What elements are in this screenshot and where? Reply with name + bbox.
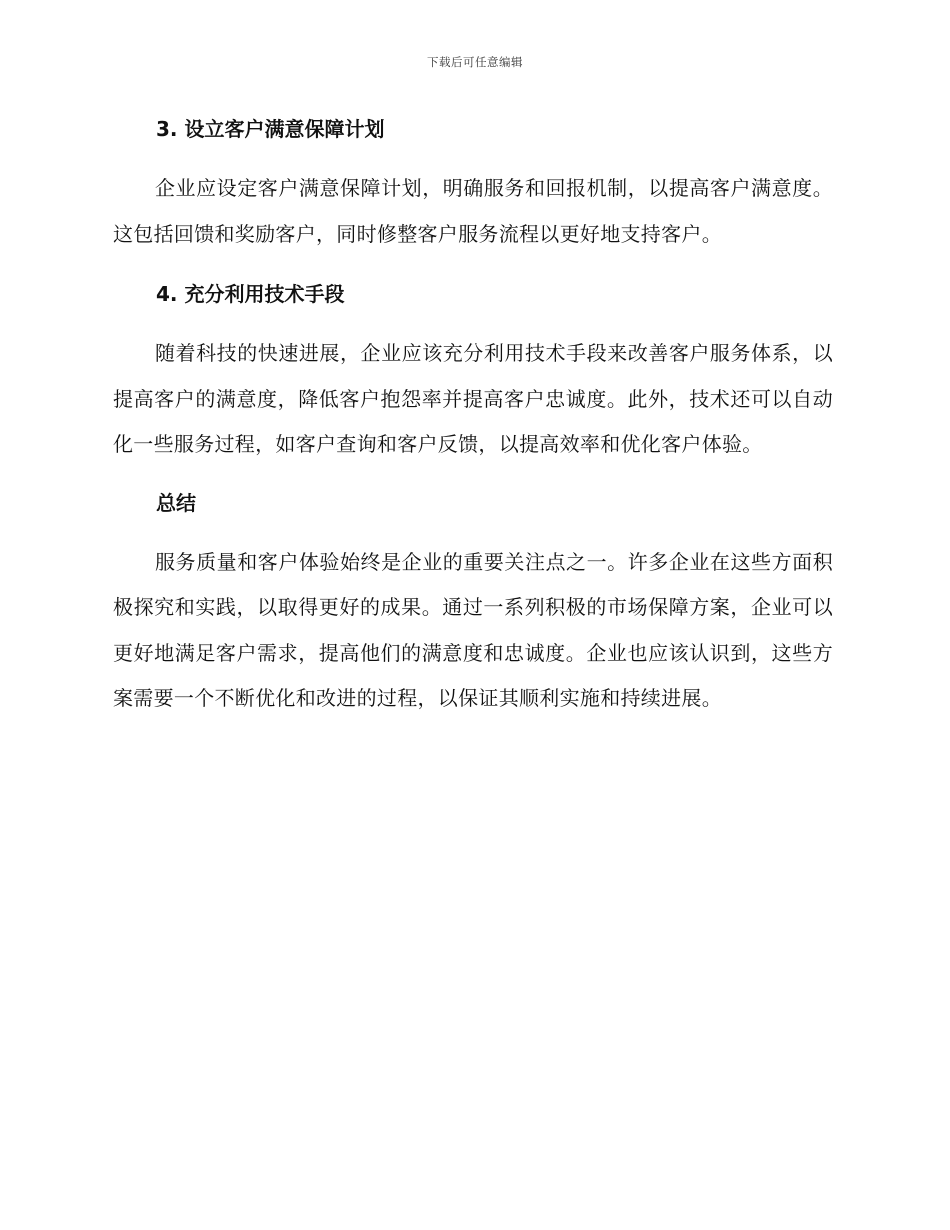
section-heading-technology: 4. 充分利用技术手段 <box>156 282 345 306</box>
section-paragraph-summary: 服务质量和客户体验始终是企业的重要关注点之一。许多企业在这些方面积极探究和实践，以取得更好的成果。通过一系列积极的市场保障方案，企业可以更好地满足客户需求，提高他们的满意度和忠诚度。企业也应该认识到，这些方案需要一个不断优化和改进的过程，以保证其顺利实施和持续进展。 <box>113 549 833 710</box>
section-heading-summary: 总结 <box>156 490 196 515</box>
section-paragraph-technology: 随着科技的快速进展，企业应该充分利用技术手段来改善客户服务体系，以提高客户的满意度，降低客户抱怨率并提高客户忠诚度。此外，技术还可以自动化一些服务过程，如客户查询和客户反馈，以提高效率和优化客户体验。 <box>113 341 833 456</box>
section-paragraph-customer-satisfaction-plan: 企业应设定客户满意保障计划，明确服务和回报机制，以提高客户满意度。这包括回馈和奖励客户，同时修整客户服务流程以更好地支持客户。 <box>113 176 833 246</box>
section-heading-customer-satisfaction-plan: 3. 设立客户满意保障计划 <box>156 117 385 141</box>
page-header: 下载后可任意编辑 <box>427 55 523 69</box>
document-body <box>113 112 833 722</box>
